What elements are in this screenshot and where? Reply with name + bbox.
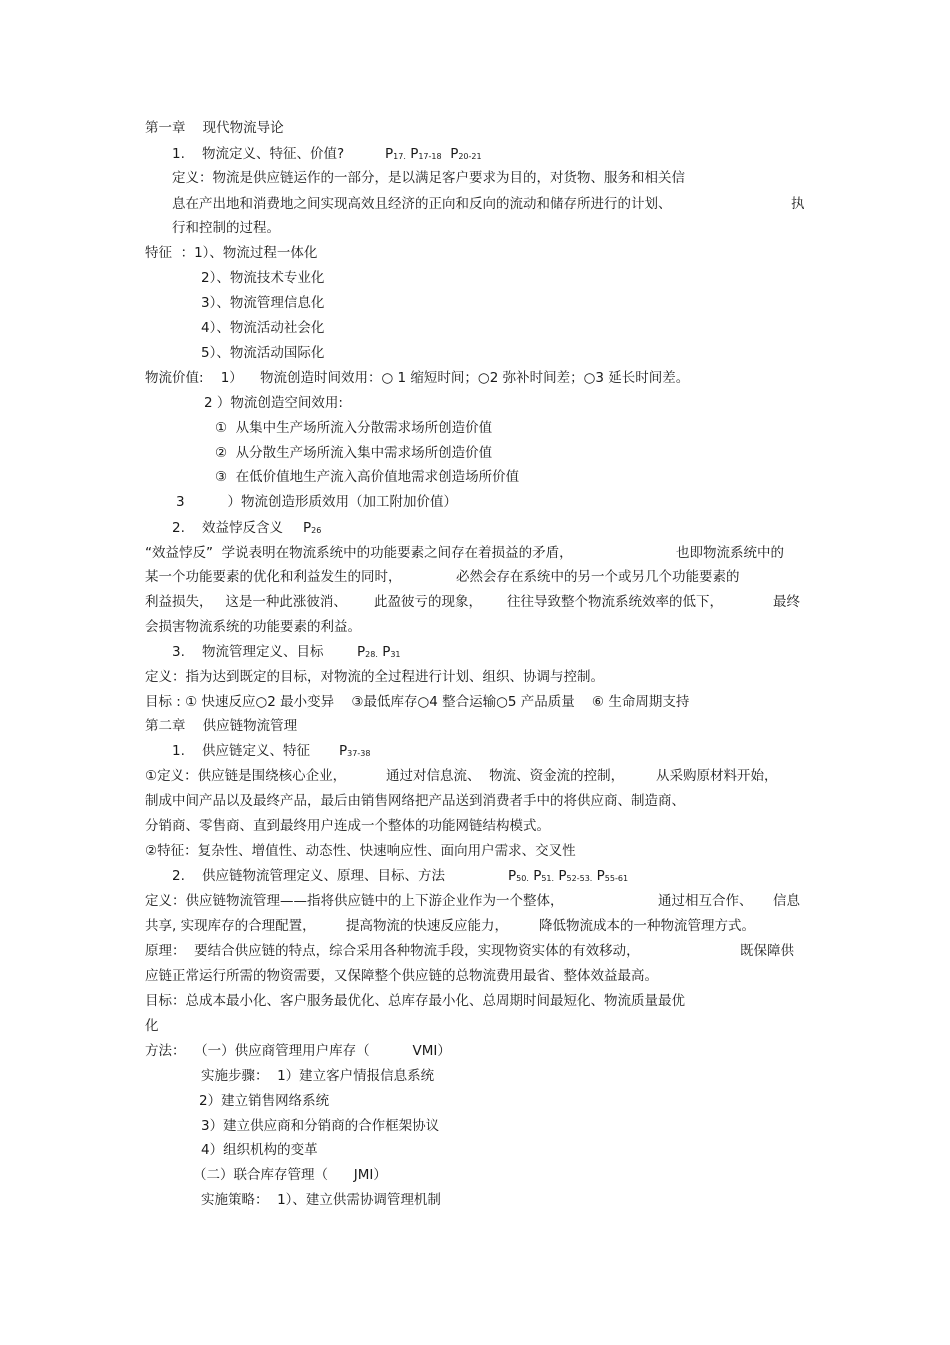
section-1-3-heading: 3. 物流管理定义、目标 [172,644,324,660]
list-item: 实施步骤： 1）建立客户情报信息系统 [201,1068,435,1084]
list-item: 3 ）物流创造形质效用（加工附加价值） [176,494,458,510]
paragraph-line: 原理： 要结合供应链的特点，综合采用各种物流手段，实现物资实体的有效移动， [145,943,640,959]
section-2-1-heading: 1. 供应链定义、特征 [172,743,311,759]
paragraph-line: 也即物流系统中的 [676,545,784,561]
paragraph-line: 某一个功能要素的优化和利益发生的同时， [145,569,402,585]
paragraph-line: 分销商、零售商、直到最终用户连成一个整体的功能网链结构模式。 [145,818,550,834]
paragraph-line: 目标：总成本最小化、客户服务最优化、总库存最小化、总周期时间最短化、物流质量最优 [145,993,685,1009]
list-item: 特征 ：1）、物流过程一体化 [145,245,318,261]
chapter-2-heading: 第二章 供应链物流管理 [145,718,298,734]
paragraph-line: 定义：物流是供应链运作的一部分，是以满足客户要求为目的，对货物、服务和相关信 [172,170,685,186]
list-item: （二）联合库存管理（ JMI） [193,1167,387,1183]
paragraph-line: 目标 : ① 快速反应○2 最小变异 ③最低库存○4 整合运输○5 产品质量 ⑥ 生命周期支持 [145,694,690,710]
paragraph-line: 制成中间产品以及最终产品，最后由销售网络把产品送到消费者手中的将供应商、制造商、 [145,793,685,809]
page-ref: P50. P51. P52-53. P55-61 [508,868,629,884]
list-item: 5）、物流活动国际化 [201,345,325,361]
paragraph-line: 提高物流的快速反应能力， [346,918,508,934]
list-item: ① 从集中生产场所流入分散需求场所创造价值 [215,420,493,436]
paragraph-line: 定义：供应链物流管理——指将供应链中的上下游企业作为一个整体， [145,893,564,909]
paragraph-line: 息在产出地和消费地之间实现高效且经济的正向和反向的流动和储存所进行的计划、 [172,196,672,212]
page-ref: P28. P31 [357,644,401,660]
paragraph-line: 共享, 实现库存的合理配置， [145,918,316,934]
paragraph-line: ②特征：复杂性、增值性、动态性、快速响应性、面向用户需求、交叉性 [145,843,576,859]
list-item: 4）组织机构的变革 [201,1142,318,1158]
paragraph-line: 物流价值: 1） 物流创造时间效用：○ 1 缩短时间；○2 弥补时间差；○3 延长时间差。 [145,370,690,386]
paragraph-line: 行和控制的过程。 [172,220,280,236]
paragraph-line: 方法： （一）供应商管理用户库存（ VMI） [145,1043,451,1059]
list-item: 3）、物流管理信息化 [201,295,325,311]
paragraph-line: 最终 [773,594,800,610]
list-item: ③ 在低价值地生产流入高价值地需求创造场所价值 [215,469,520,485]
paragraph-line: 通过相互合作、 [658,893,753,909]
list-item: ② 从分散生产场所流入集中需求场所创造价值 [215,445,493,461]
paragraph-line: 利益损失， 这是一种此涨彼消、 [145,594,347,610]
paragraph-line: 往往导致整个物流系统效率的低下， [507,594,723,610]
list-item: 2 ）物流创造空间效用: [204,395,343,411]
chapter-1-heading: 第一章 现代物流导论 [145,120,284,136]
paragraph-line: 会损害物流系统的功能要素的利益。 [145,619,361,635]
paragraph-line: “效益悖反” 学说表明在物流系统中的功能要素之间存在着损益的矛盾， [145,545,573,561]
paragraph-line: ①定义：供应链是围绕核心企业， [145,768,347,784]
list-item: 2）、物流技术专业化 [201,270,325,286]
page-ref: P17. P17-18 P20-21 [385,146,482,162]
page-ref: P26 [303,520,322,536]
list-item: 4）、物流活动社会化 [201,320,325,336]
paragraph-line: 信息 [773,893,800,909]
paragraph-line: 定义：指为达到既定的目标，对物流的全过程进行计划、组织、协调与控制。 [145,669,604,685]
paragraph-line: 执 [791,196,805,212]
list-item: 实施策略： 1）、建立供需协调管理机制 [201,1192,441,1208]
paragraph-line: 降低物流成本的一种物流管理方式。 [539,918,755,934]
list-item: 3）建立供应商和分销商的合作框架协议 [201,1118,440,1134]
paragraph-line: 此盈彼亏的现象， [374,594,482,610]
paragraph-line: 应链正常运行所需的物资需要，又保障整个供应链的总物流费用最省、整体效益最高。 [145,968,658,984]
section-1-1-heading: 1. 物流定义、特征、价值? [172,146,345,162]
paragraph-line: 通过对信息流、 物流、资金流的控制， [386,768,625,784]
paragraph-line: 从采购原材料开始， [656,768,778,784]
paragraph-line: 既保障供 [740,943,794,959]
paragraph-line: 化 [145,1018,159,1034]
section-2-2-heading: 2. 供应链物流管理定义、原理、目标、方法 [172,868,446,884]
page-ref: P37-38 [339,743,371,759]
section-1-2-heading: 2. 效益悖反含义 [172,520,284,536]
paragraph-line: 必然会存在系统中的另一个或另几个功能要素的 [456,569,740,585]
list-item: 2）建立销售网络系统 [199,1093,330,1109]
